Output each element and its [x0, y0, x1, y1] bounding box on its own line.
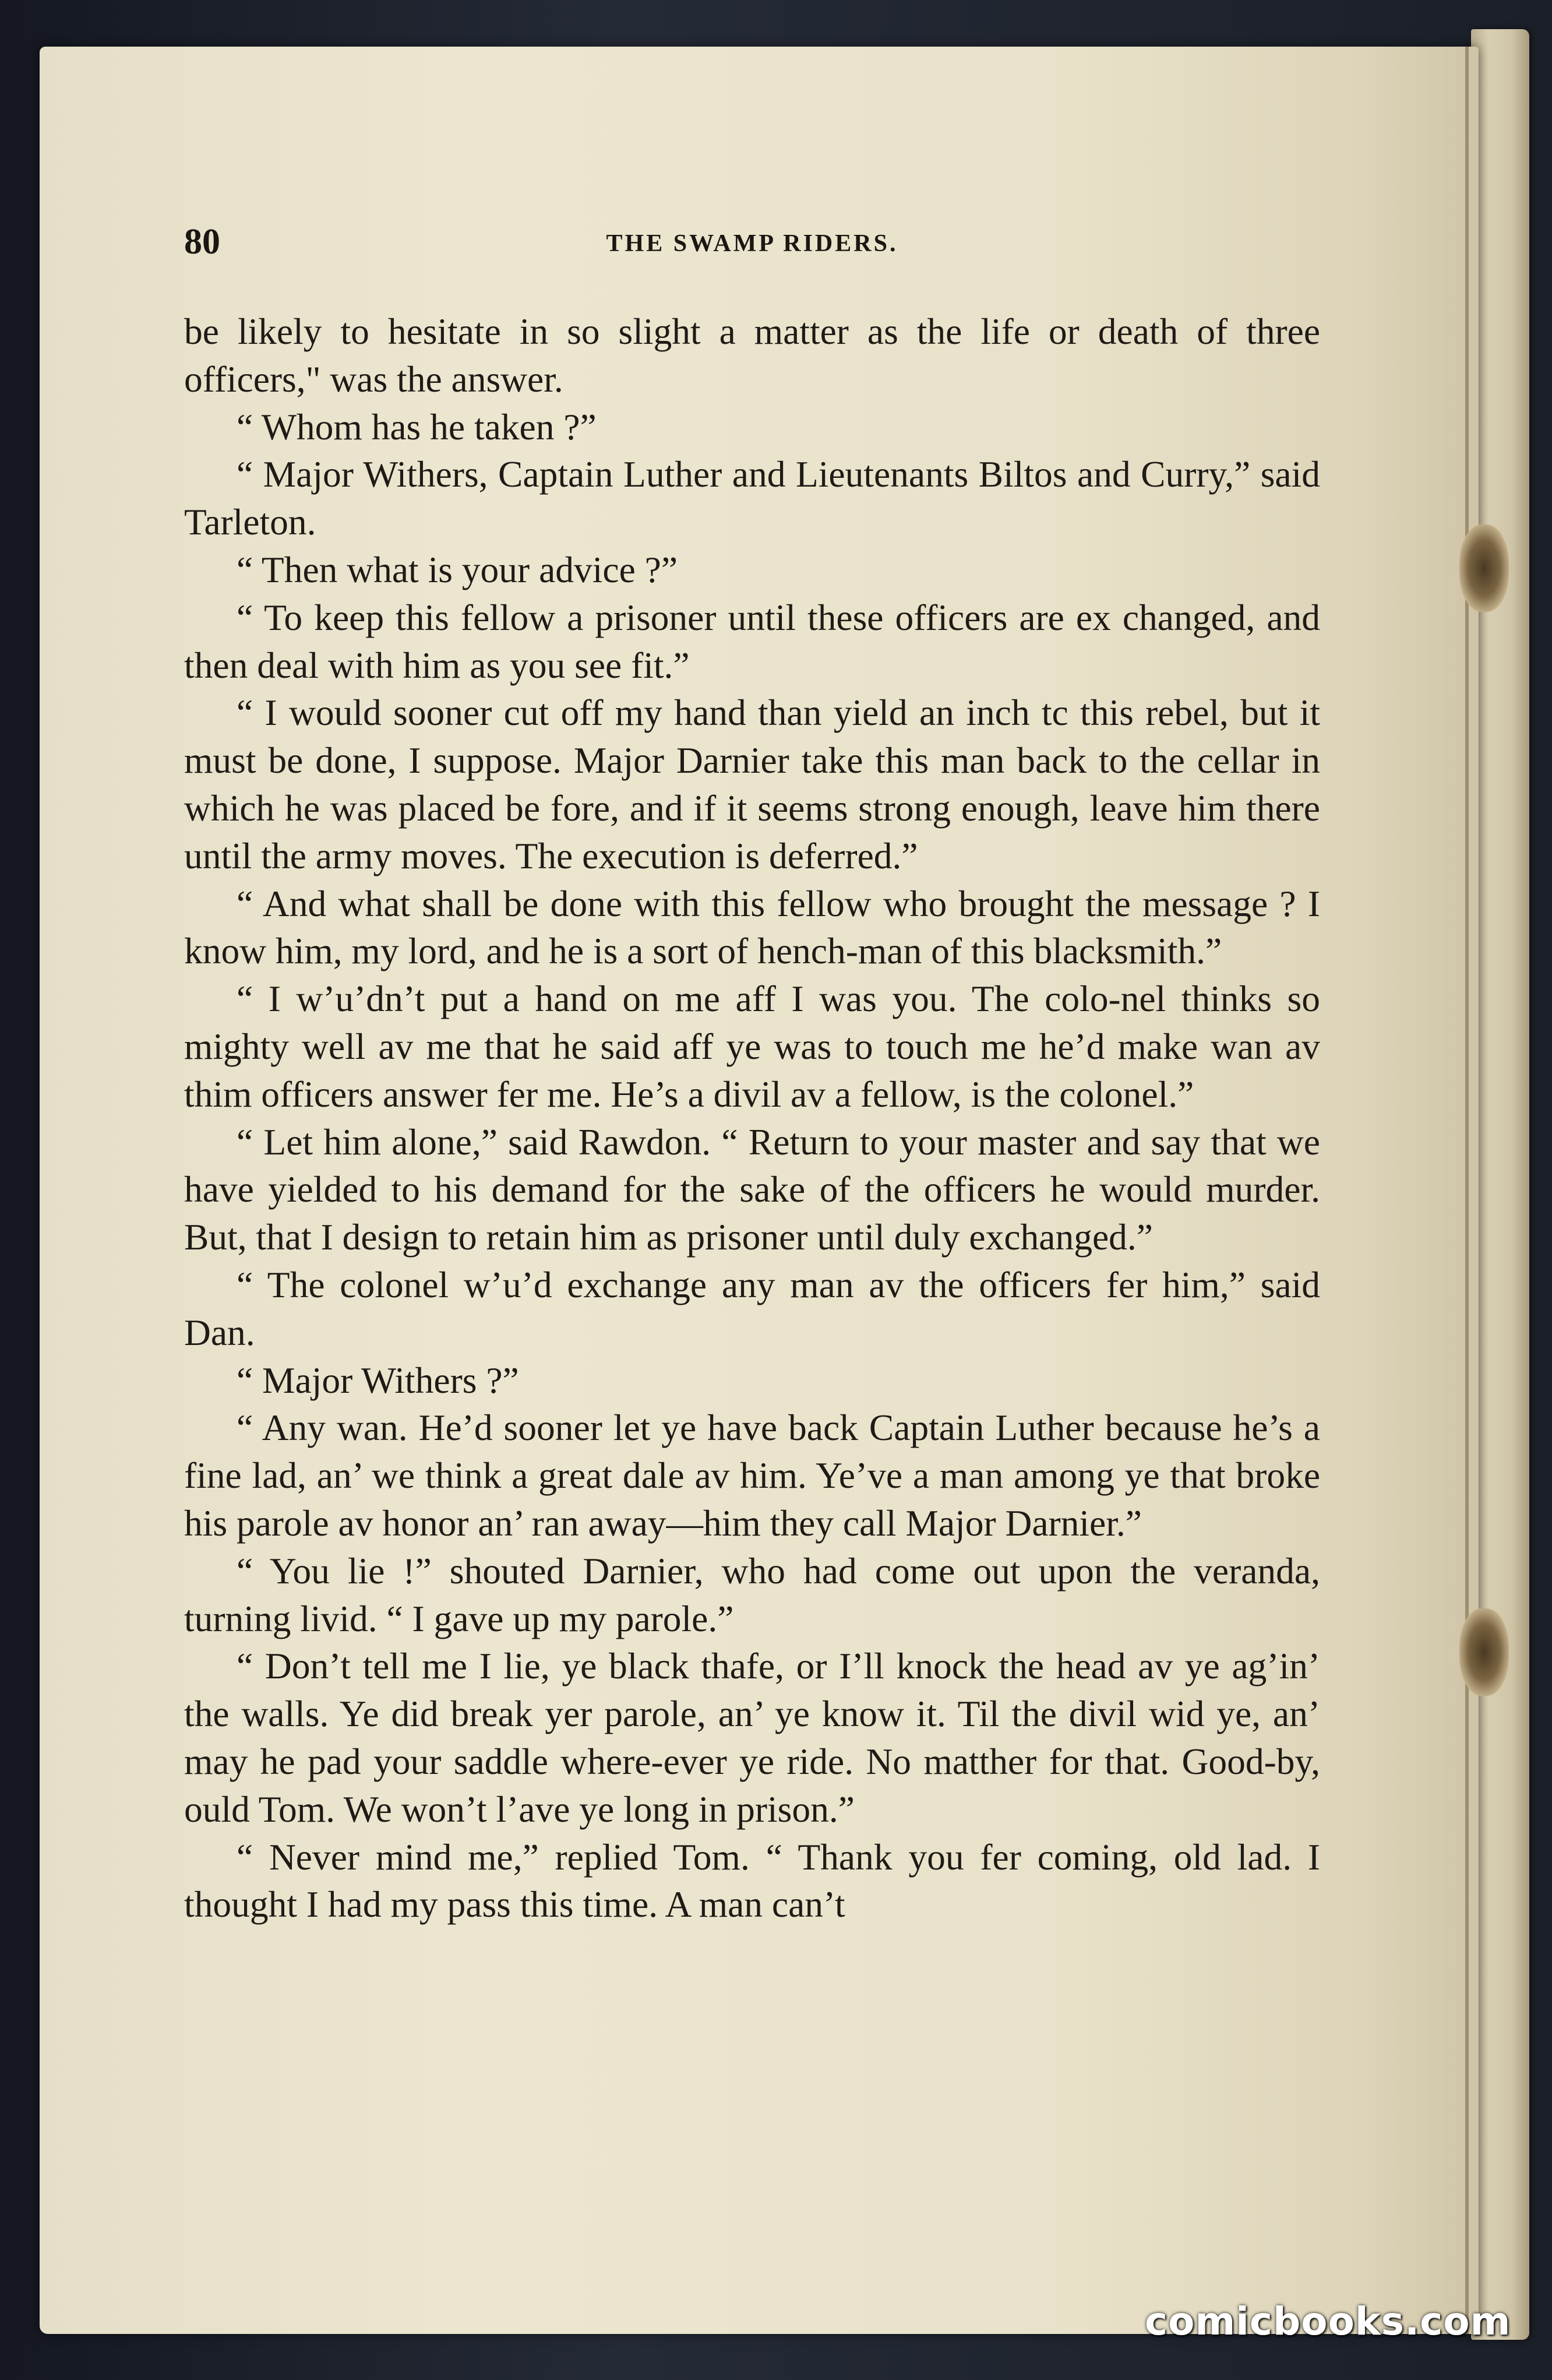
paragraph: “ Then what is your advice ?” — [237, 548, 678, 590]
paragraph: “ Whom has he taken ?” — [237, 406, 597, 448]
body-text — [184, 308, 1320, 1928]
paragraph: “ Let him alone,” said Rawdon. “ Return to your master and say that we have yielded to his demand for the sake of the officers he would murder. But, that I design to retain him as prisoner until duly exchanged.” — [184, 1121, 1320, 1258]
paragraph: “ I w’u’dn’t put a hand on me aff I was you. The colo-nel thinks so mighty well av me that he said aff ye was to touch me he’d make wan av thim officers answer fer me. He’s a divil av a fellow, is the colonel.” — [184, 978, 1320, 1115]
paragraph: “ The colonel w’u’d exchange any man av the officers fer him,” said Dan. — [184, 1263, 1320, 1353]
page-gutter-line — [1465, 47, 1469, 2334]
paragraph: “ Never mind me,” replied Tom. “ Thank you fer coming, old lad. I thought I had my pass this time. A man can’t — [184, 1836, 1320, 1925]
page-number: 80 — [184, 222, 220, 262]
paragraph: “ You lie !” shouted Darnier, who had come out upon the veranda, turning livid. “ I gave up my parole.” — [184, 1550, 1320, 1639]
binding-tear-mark — [1459, 1608, 1509, 1696]
watermark: comicbooks.com — [1145, 2299, 1511, 2344]
paragraph: “ I would sooner cut off my hand than yield an inch tc this rebel, but it must be done, I suppose. Major Darnier take this man back to the cellar in which he was placed be fore, and if it seems strong enough, leave him there until the army moves. The execution is deferred.” — [184, 692, 1320, 876]
binding-tear-mark — [1459, 524, 1509, 612]
running-title: THE SWAMP RIDERS. — [606, 230, 898, 257]
page-edge — [1471, 29, 1529, 2340]
paragraph: be likely to hesitate in so slight a matter as the life or death of three officers," was the answer. — [184, 311, 1320, 400]
page-header — [184, 221, 1320, 262]
paragraph: “ Major Withers, Captain Luther and Lieutenants Biltos and Curry,” said Tarleton. — [184, 453, 1320, 543]
paragraph: “ Don’t tell me I lie, ye black thafe, or I’ll knock the head av ye ag’in’ the walls. Ye did break yer parole, an’ ye know it. Til the divil wid ye, an’ may he pad your saddle where-ever ye ride. No matther for that. Good-by, ould Tom. We won’t l’ave ye long in prison.” — [184, 1645, 1320, 1830]
paragraph: “ To keep this fellow a prisoner until these officers are ex changed, and then deal with him as you see fit.” — [184, 596, 1320, 686]
paragraph: “ Any wan. He’d sooner let ye have back Captain Luther because he’s a fine lad, an’ we think a great dale av him. Ye’ve a man among ye that broke his parole av honor an’ ran away—him they call Major Darnier.” — [184, 1407, 1320, 1544]
paragraph: “ Major Withers ?” — [237, 1359, 519, 1401]
paragraph: “ And what shall be done with this fellow who brought the message ? I know him, my lord, and he is a sort of hench-man of this blacksmith.” — [184, 882, 1320, 972]
